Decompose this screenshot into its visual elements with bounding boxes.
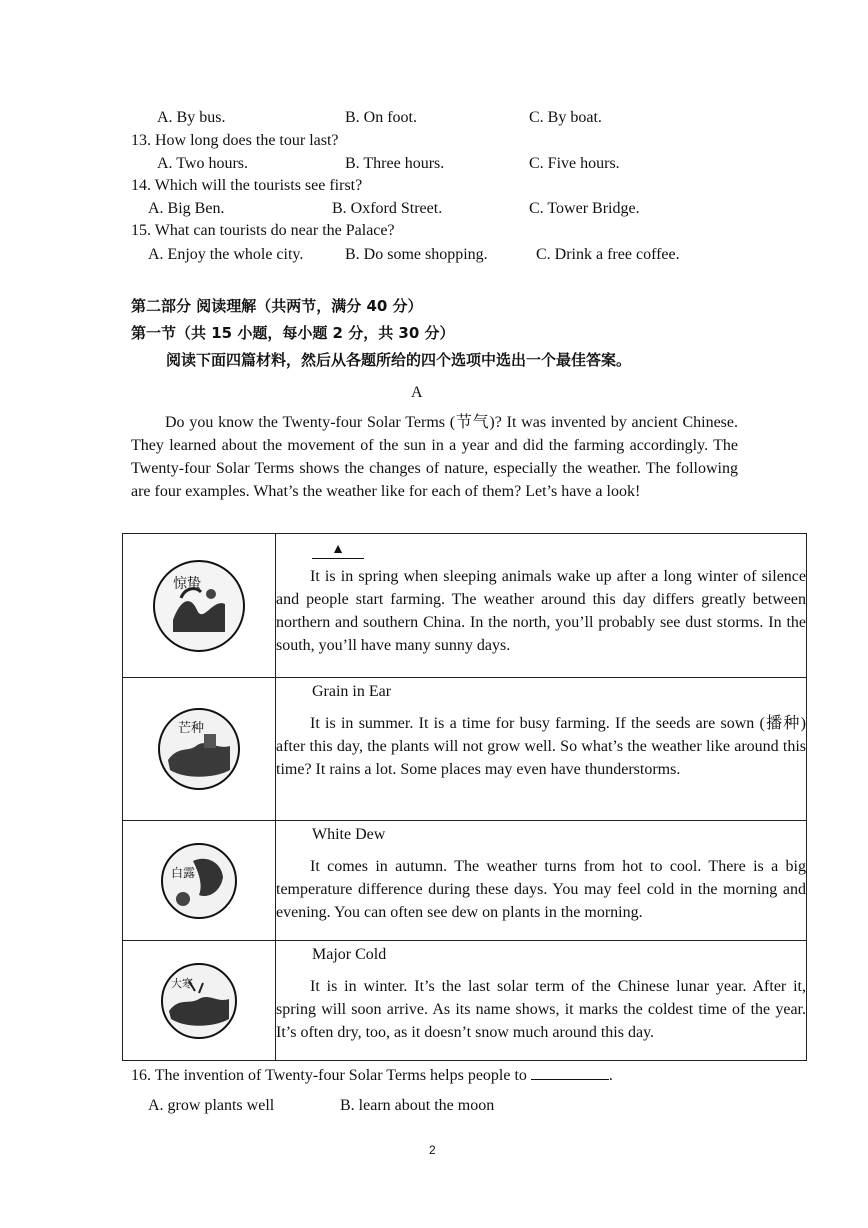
q14-option-c: C. Tower Bridge. xyxy=(529,200,640,217)
q12-option-c: C. By boat. xyxy=(529,109,602,126)
q12-option-b: B. On foot. xyxy=(345,109,417,126)
svg-text:大寒: 大寒 xyxy=(171,976,193,990)
q13-stem: 13. How long does the tour last? xyxy=(131,132,339,149)
term-title: Grain in Ear xyxy=(312,683,392,700)
term-title: White Dew xyxy=(312,826,386,843)
term-row xyxy=(123,941,807,1061)
q16-stem-line xyxy=(131,1065,613,1086)
term-image-cell xyxy=(123,821,276,941)
term-row xyxy=(123,678,807,821)
page-number: 2 xyxy=(429,1143,436,1157)
q14-option-b: B. Oxford Street. xyxy=(332,200,443,217)
q16-option-b: B. learn about the moon xyxy=(340,1097,495,1114)
q12-option-a: A. By bus. xyxy=(157,109,226,126)
q14-stem: 14. Which will the tourists see first? xyxy=(131,177,363,194)
q15-option-a: A. Enjoy the whole city. xyxy=(148,246,304,263)
term-row xyxy=(123,534,807,678)
blank-title xyxy=(312,540,364,559)
term-body: It comes in autumn. The weather turns from hot to cool. There is a big temperature difference during these days. You may feel cold in the morning and evening. You can often see dew on plants in the morning. xyxy=(276,858,806,921)
grain-in-ear-emblem-icon xyxy=(156,706,242,792)
term-image-cell xyxy=(123,678,276,821)
term-body: It is in winter. It’s the last solar term of the Chinese lunar year. After it, spring will soon arrive. As its name shows, it marks the coldest time of the year. It’s often dry, too, as it doesn’t snow much around this day. xyxy=(276,978,806,1041)
q15-stem: 15. What can tourists do near the Palace? xyxy=(131,222,395,239)
svg-text:惊蛰: 惊蛰 xyxy=(173,575,201,592)
reading-instruction: 阅读下面四篇材料，然后从各题所给的四个选项中选出一个最佳答案。 xyxy=(166,351,632,369)
awakening-of-insects-emblem-icon xyxy=(151,558,247,654)
passage-intro: Do you know the Twenty-four Solar Terms (节气)? It was invented by ancient Chinese. They learned about the movement of the sun in a year and did the farming accordingly. The Twenty-four Solar Terms shows the changes of nature, especially the weather. The following are four examples. What’s the weather like for each of them? Let’s have a look! xyxy=(131,414,738,500)
term-text-cell xyxy=(276,941,807,1061)
answer-blank xyxy=(531,1065,609,1080)
q16-period: . xyxy=(608,1067,613,1084)
term-title: Major Cold xyxy=(312,946,387,963)
q14-option-a: A. Big Ben. xyxy=(148,200,225,217)
term-body: It is in spring when sleeping animals wake up after a long winter of silence and people start farming. The weather around this day differs greatly between northern and southern China. In the north, you’ll probably see dust storms. In the south, you’ll have many sunny days. xyxy=(276,568,806,654)
q16-stem: 16. The invention of Twenty-four Solar Terms helps people to xyxy=(131,1067,527,1084)
triangle-icon: ▲ xyxy=(331,542,345,557)
passage-label: A xyxy=(411,384,423,401)
part2-heading: 第二部分 阅读理解（共两节，满分 40 分） xyxy=(131,297,423,315)
term-image-cell xyxy=(123,941,276,1061)
q15-option-b: B. Do some shopping. xyxy=(345,246,488,263)
svg-text:白露: 白露 xyxy=(171,865,196,880)
solar-terms-table xyxy=(122,533,807,1061)
svg-text:芒种: 芒种 xyxy=(178,721,205,736)
q16-option-a: A. grow plants well xyxy=(148,1097,275,1114)
q13-option-a: A. Two hours. xyxy=(157,155,249,172)
term-body: It is in summer. It is a time for busy farming. If the seeds are sown (播种) after this day, the plants will not grow well. So what’s the weather like around this time? It rains a lot. Some places may even have thunderstorms. xyxy=(276,715,806,778)
term-text-cell xyxy=(276,678,807,821)
section1-heading: 第一节（共 15 小题，每小题 2 分，共 30 分） xyxy=(131,324,455,342)
term-image-cell xyxy=(123,534,276,678)
q13-option-b: B. Three hours. xyxy=(345,155,445,172)
white-dew-emblem-icon xyxy=(159,841,239,921)
q15-option-c: C. Drink a free coffee. xyxy=(536,246,680,263)
term-text-cell xyxy=(276,821,807,941)
major-cold-emblem-icon xyxy=(159,961,239,1041)
term-row xyxy=(123,821,807,941)
q13-option-c: C. Five hours. xyxy=(529,155,620,172)
term-text-cell xyxy=(276,534,807,678)
